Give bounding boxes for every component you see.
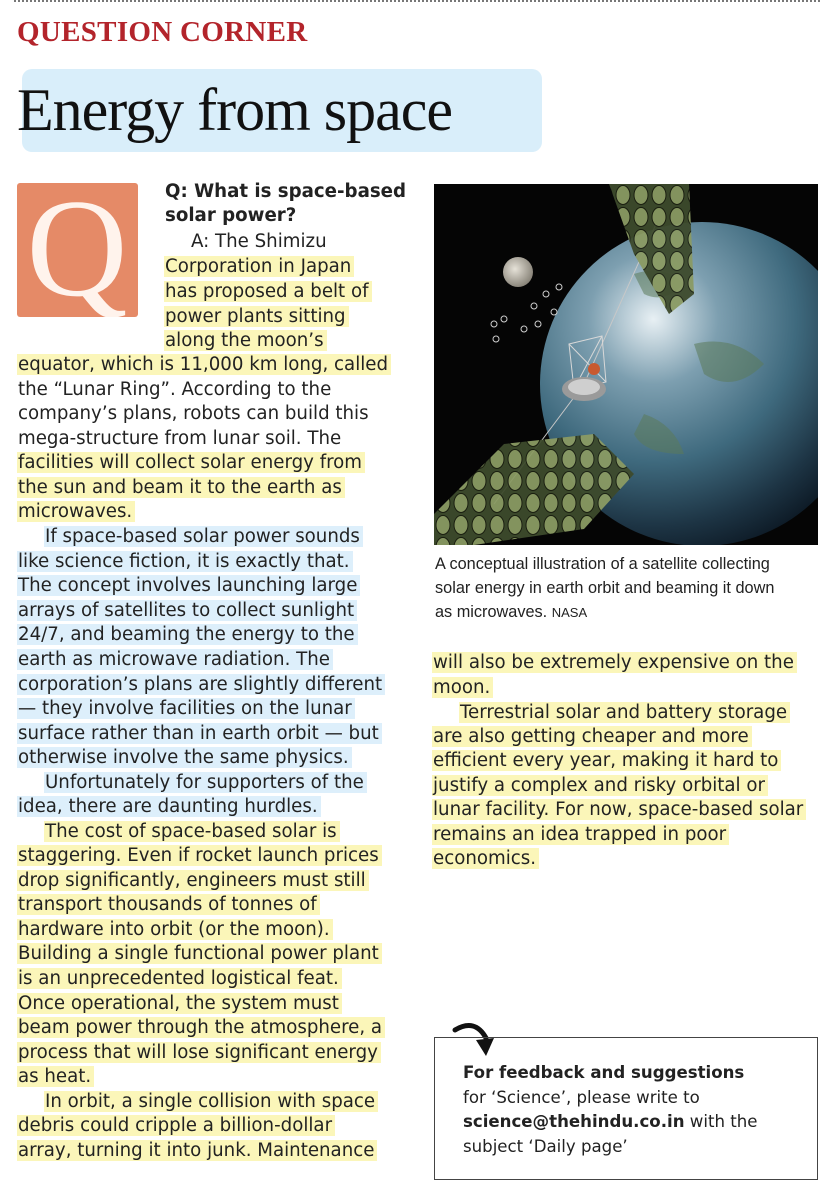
body-line: justify a complex and risky orbital or [432, 774, 768, 798]
body-line: mega-structure from lunar soil. The [18, 428, 342, 449]
body-line: If space-based solar power sounds [44, 525, 363, 549]
answer-line: power plants sitting [164, 305, 349, 329]
body-line: Unfortunately for supporters of the [44, 771, 367, 795]
body-line: remains an idea trapped in poor [432, 823, 729, 847]
photo-caption-text: as microwaves. [435, 603, 548, 621]
body-line: Terrestrial solar and battery storage [459, 701, 790, 725]
feedback-box [434, 1037, 818, 1180]
body-line: lunar facility. For now, space-based solar [432, 798, 806, 822]
body-line: debris could cripple a billion-dollar [17, 1114, 335, 1138]
section-label: QUESTION CORNER [17, 16, 308, 48]
body-line: array, turning it into junk. Maintenance [17, 1139, 377, 1163]
body-line: staggering. Even if rocket launch prices [17, 844, 382, 868]
body-line: arrays of satellites to collect sunlight [17, 599, 357, 623]
body-line: The concept involves launching large [17, 574, 360, 598]
body-line: equator, which is 11,000 km long, called [17, 353, 391, 377]
body-line: facilities will collect solar energy from [17, 451, 365, 475]
body-line: are also getting cheaper and more [432, 725, 752, 749]
body-line: hardware into orbit (or the moon). [17, 918, 333, 942]
answer-line: has proposed a belt of [164, 280, 372, 304]
body-line: — they involve facilities on the lunar [17, 697, 355, 721]
body-line: company’s plans, robots can build this [18, 403, 369, 424]
answer-line: Corporation in Japan [164, 255, 354, 279]
body-line: economics. [432, 847, 539, 871]
photo-caption-line: A conceptual illustration of a satellite collecting [435, 555, 770, 573]
body-line: like science fiction, it is exactly that. [17, 550, 353, 574]
photo-caption-line: solar energy in earth orbit and beaming it down [435, 579, 775, 597]
body-line: surface rather than in earth orbit — but [17, 722, 382, 746]
top-dotted-rule [14, 0, 820, 8]
q-badge-letter: Q [26, 183, 128, 317]
q-badge-icon [17, 183, 138, 317]
body-line: corporation’s plans are slightly different [17, 673, 385, 697]
body-line: as heat. [17, 1065, 94, 1089]
body-line: earth as microwave radiation. The [17, 648, 333, 672]
answer-line: A: The Shimizu [191, 231, 327, 252]
satellite-illustration [434, 184, 818, 545]
body-line: 24/7, and beaming the energy to the [17, 623, 358, 647]
feedback-text-rest: with the [684, 1112, 758, 1131]
body-line: transport thousands of tonnes of [17, 893, 320, 917]
feedback-email[interactable]: science@thehindu.co.in [463, 1112, 685, 1131]
body-line: Once operational, the system must [17, 992, 342, 1016]
feedback-text: for ‘Science’, please write to [463, 1088, 700, 1107]
body-line: process that will lose significant energy [17, 1041, 381, 1065]
body-line: microwaves. [17, 500, 135, 524]
body-line: the sun and beam it to the earth as [17, 476, 345, 500]
body-line: will also be extremely expensive on the [432, 651, 797, 675]
question-line: Q: What is space-based [165, 181, 407, 202]
body-line: is an unprecedented logistical feat. [17, 967, 342, 991]
photo-credit: NASA [551, 605, 588, 620]
body-line: The cost of space-based solar is [44, 820, 340, 844]
feedback-heading: For feedback and suggestions [463, 1063, 745, 1082]
answer-line: along the moon’s [164, 329, 327, 353]
question-line: solar power? [165, 205, 297, 226]
photo-caption-line [435, 600, 820, 625]
body-line: drop significantly, engineers must still [17, 869, 369, 893]
body-line: idea, there are daunting hurdles. [17, 795, 321, 819]
article-title: Energy from space [17, 77, 453, 143]
body-line: moon. [432, 676, 493, 700]
body-line: efficient every year, making it hard to [432, 749, 781, 773]
body-line: In orbit, a single collision with space [44, 1090, 378, 1114]
body-line: otherwise involve the same physics. [17, 746, 352, 770]
body-line: beam power through the atmosphere, a [17, 1016, 385, 1040]
body-line: the “Lunar Ring”. According to the [18, 379, 332, 400]
feedback-text: subject ‘Daily page’ [463, 1137, 628, 1156]
body-line: Building a single functional power plant [17, 942, 382, 966]
feedback-text [463, 1110, 758, 1134]
